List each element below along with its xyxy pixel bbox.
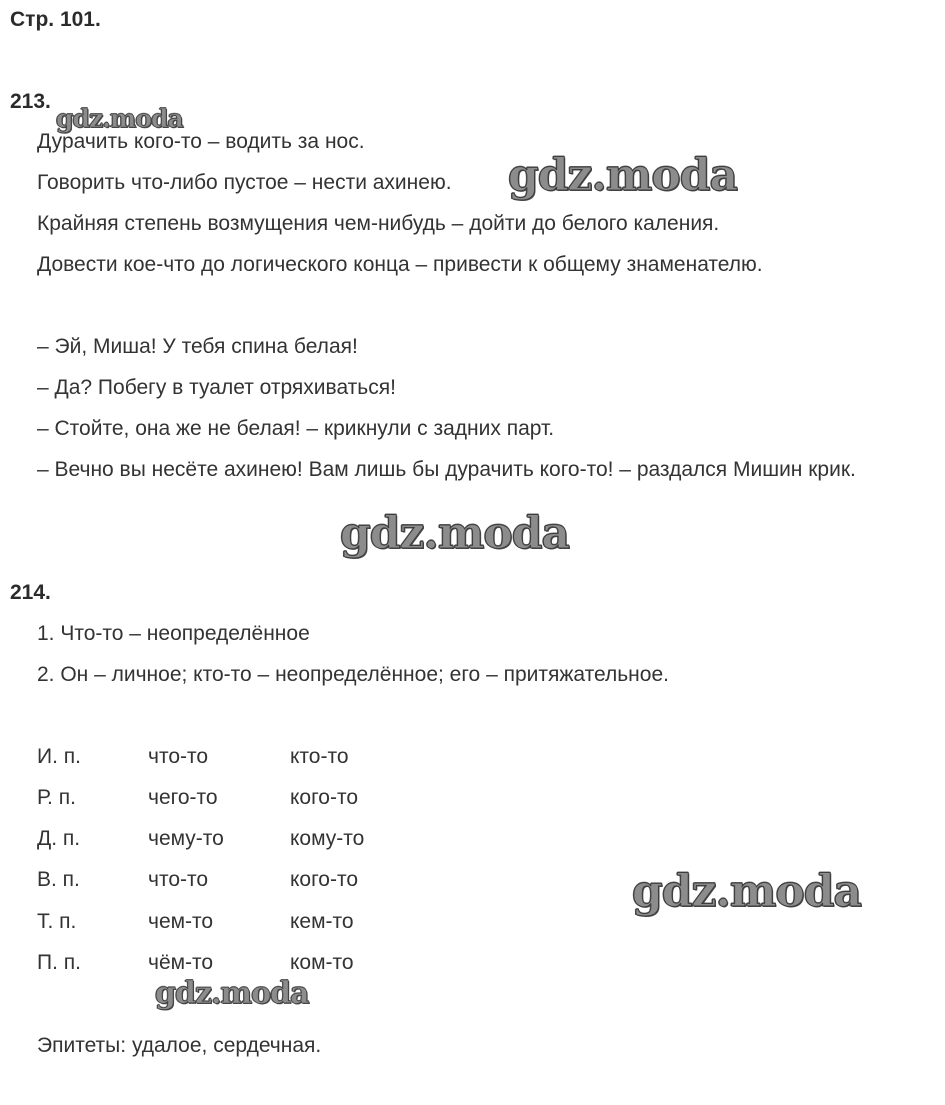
answer-item: 2. Он – личное; кто-то – неопределённое; его – притяжательное. xyxy=(37,663,669,686)
answer-item: 1. Что-то – неопределённое xyxy=(37,622,310,645)
definition-line: Говорить что-либо пустое – нести ахинею. xyxy=(37,171,452,194)
case-label: И. п. xyxy=(37,745,81,768)
case-form-what: чем-то xyxy=(148,910,214,933)
case-form-who: кому-то xyxy=(290,827,365,850)
watermark-logo: gdz.moda xyxy=(508,150,738,201)
definition-line: Крайняя степень возмущения чем-нибудь – дойти до белого каления. xyxy=(37,212,720,235)
case-form-who: кто-то xyxy=(290,745,349,768)
watermark-logo: gdz.moda xyxy=(632,866,862,917)
page-header: Стр. 101. xyxy=(10,8,101,31)
watermark-logo: gdz.moda xyxy=(56,104,183,133)
case-form-what: чего-то xyxy=(148,786,218,809)
case-form-what: чём-то xyxy=(148,951,214,974)
case-form-who: кого-то xyxy=(290,868,359,891)
definition-line: Довести кое-что до логического конца – привести к общему знаменателю. xyxy=(37,253,763,276)
dialogue-line: – Стойте, она же не белая! – крикнули с задних парт. xyxy=(37,417,555,440)
case-form-what: что-то xyxy=(148,745,209,768)
case-label: Д. п. xyxy=(37,827,81,850)
epithets-line: Эпитеты: удалое, сердечная. xyxy=(37,1034,322,1057)
dialogue-line: – Вечно вы несёте ахинею! Вам лишь бы дурачить кого-то! – раздался Мишин крик. xyxy=(37,458,856,481)
case-label: П. п. xyxy=(37,951,81,974)
case-label: Р. п. xyxy=(37,786,76,809)
case-form-what: чему-то xyxy=(148,827,224,850)
case-form-who: ком-то xyxy=(290,951,354,974)
case-form-who: кого-то xyxy=(290,786,359,809)
case-form-what: что-то xyxy=(148,868,209,891)
task-214-number: 214. xyxy=(10,581,51,604)
definition-line: Дурачить кого-то – водить за нос. xyxy=(37,130,365,153)
watermark-logo: gdz.moda xyxy=(340,508,570,559)
dialogue-line: – Эй, Миша! У тебя спина белая! xyxy=(37,335,358,358)
watermark-logo: gdz.moda xyxy=(155,976,309,1011)
case-form-who: кем-то xyxy=(290,910,354,933)
dialogue-line: – Да? Побегу в туалет отряхиваться! xyxy=(37,376,396,399)
case-label: В. п. xyxy=(37,868,80,891)
case-label: Т. п. xyxy=(37,910,77,933)
task-213-number: 213. xyxy=(10,90,51,113)
